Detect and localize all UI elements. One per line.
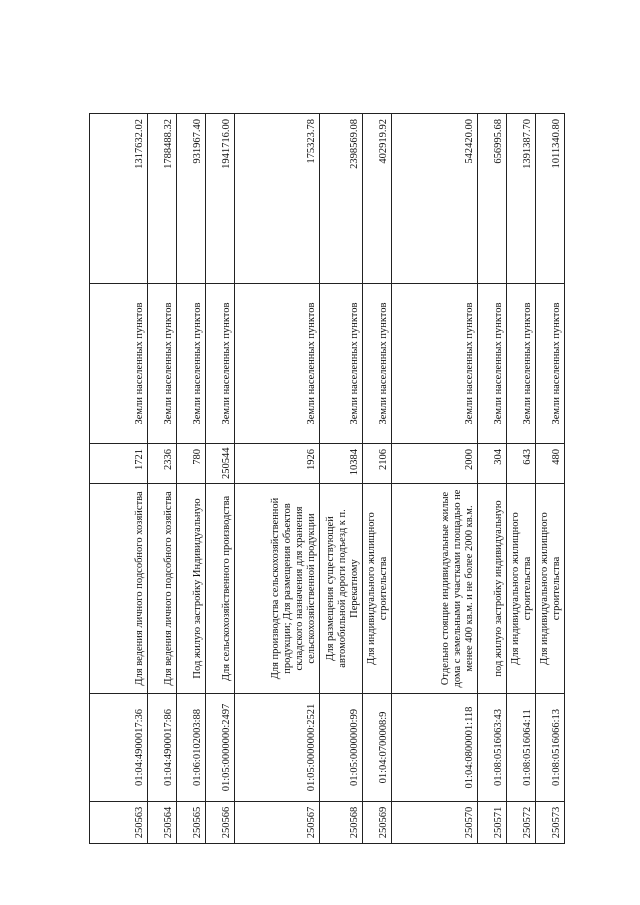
cadastral-value: 1391387.70 (507, 114, 536, 284)
table-row (507, 114, 536, 844)
cadastral-value: 931967.40 (177, 114, 206, 284)
row-id: 250570 (392, 802, 478, 844)
table-body (90, 114, 565, 844)
area: 643 (507, 444, 536, 484)
land-parcels-table (89, 113, 565, 844)
row-id: 250571 (478, 802, 507, 844)
cadastral-number: 01:06:0102003:88 (177, 694, 206, 802)
permitted-use: под жилую застройку индивидуальную (478, 484, 507, 694)
land-category: Земли населенных пунктов (235, 284, 320, 444)
land-category: Земли населенных пунктов (536, 284, 565, 444)
cadastral-number: 01:04:0700008:9 (363, 694, 392, 802)
table-row (90, 114, 148, 844)
permitted-use: Для индивидуального жилищного строительства (507, 484, 536, 694)
permitted-use: Под жилую застройку Индивидуальную (177, 484, 206, 694)
row-id: 250565 (177, 802, 206, 844)
cadastral-number: 01:08:0516064:11 (507, 694, 536, 802)
table-row (148, 114, 177, 844)
table-row (177, 114, 206, 844)
land-category: Земли населенных пунктов (363, 284, 392, 444)
area: 2106 (363, 444, 392, 484)
row-id: 250572 (507, 802, 536, 844)
cadastral-number: 01:05:0000000:2497 (206, 694, 235, 802)
cadastral-value: 175323.78 (235, 114, 320, 284)
table-row (536, 114, 565, 844)
cadastral-number: 01:04:4900017:86 (148, 694, 177, 802)
area: 250544 (206, 444, 235, 484)
land-category: Земли населенных пунктов (392, 284, 478, 444)
cadastral-value: 402919.92 (363, 114, 392, 284)
land-category: Земли населенных пунктов (478, 284, 507, 444)
cadastral-value: 656995.68 (478, 114, 507, 284)
permitted-use: Для размещения существующей автомобильной дороги подъезд к п. Перекатному (320, 484, 363, 694)
land-category: Земли населенных пунктов (90, 284, 148, 444)
table-row (235, 114, 320, 844)
land-category: Земли населенных пунктов (206, 284, 235, 444)
row-id: 250567 (235, 802, 320, 844)
land-category: Земли населенных пунктов (148, 284, 177, 444)
cadastral-number: 01:04:0800001:118 (392, 694, 478, 802)
cadastral-number: 01:04:4900017:36 (90, 694, 148, 802)
permitted-use: Для производства сельскохозяйственной продукции; Для размещения объектов складского назначения для хранения сельскохозяйственной продукции (235, 484, 320, 694)
land-category: Земли населенных пунктов (177, 284, 206, 444)
permitted-use: Для индивидуального жилищного строительства (536, 484, 565, 694)
permitted-use: Для ведения личного подсобного хозяйства (148, 484, 177, 694)
table-row (363, 114, 392, 844)
row-id: 250563 (90, 802, 148, 844)
row-id: 250573 (536, 802, 565, 844)
land-category: Земли населенных пунктов (507, 284, 536, 444)
cadastral-number: 01:08:0516066:13 (536, 694, 565, 802)
permitted-use: Для ведения личного подсобного хозяйства (90, 484, 148, 694)
permitted-use: Отдельно стоящие индивидуальные жилые дома с земельными участками площадью не менее 400 кв.м. и не более 2000 кв.м. (392, 484, 478, 694)
table-row (320, 114, 363, 844)
cadastral-number: 01:08:0516063:43 (478, 694, 507, 802)
area: 304 (478, 444, 507, 484)
row-id: 250564 (148, 802, 177, 844)
row-id: 250568 (320, 802, 363, 844)
row-id: 250569 (363, 802, 392, 844)
area: 1721 (90, 444, 148, 484)
row-id: 250566 (206, 802, 235, 844)
permitted-use: Для индивидуального жилищного строительства (363, 484, 392, 694)
rotated-table-frame (89, 114, 562, 844)
permitted-use: Для сельскохозяйственного производства (206, 484, 235, 694)
cadastral-value: 2398569.08 (320, 114, 363, 284)
land-category: Земли населенных пунктов (320, 284, 363, 444)
cadastral-value: 1941716.00 (206, 114, 235, 284)
area: 2000 (392, 444, 478, 484)
area: 10384 (320, 444, 363, 484)
table-row (478, 114, 507, 844)
cadastral-value: 1788488.32 (148, 114, 177, 284)
cadastral-number: 01:05:0000000:2521 (235, 694, 320, 802)
cadastral-value: 1317632.02 (90, 114, 148, 284)
area: 780 (177, 444, 206, 484)
area: 2336 (148, 444, 177, 484)
cadastral-value: 542420.00 (392, 114, 478, 284)
table-row (206, 114, 235, 844)
area: 1926 (235, 444, 320, 484)
cadastral-number: 01:05:0000000:99 (320, 694, 363, 802)
area: 480 (536, 444, 565, 484)
cadastral-value: 1011340.80 (536, 114, 565, 284)
table-row (392, 114, 478, 844)
